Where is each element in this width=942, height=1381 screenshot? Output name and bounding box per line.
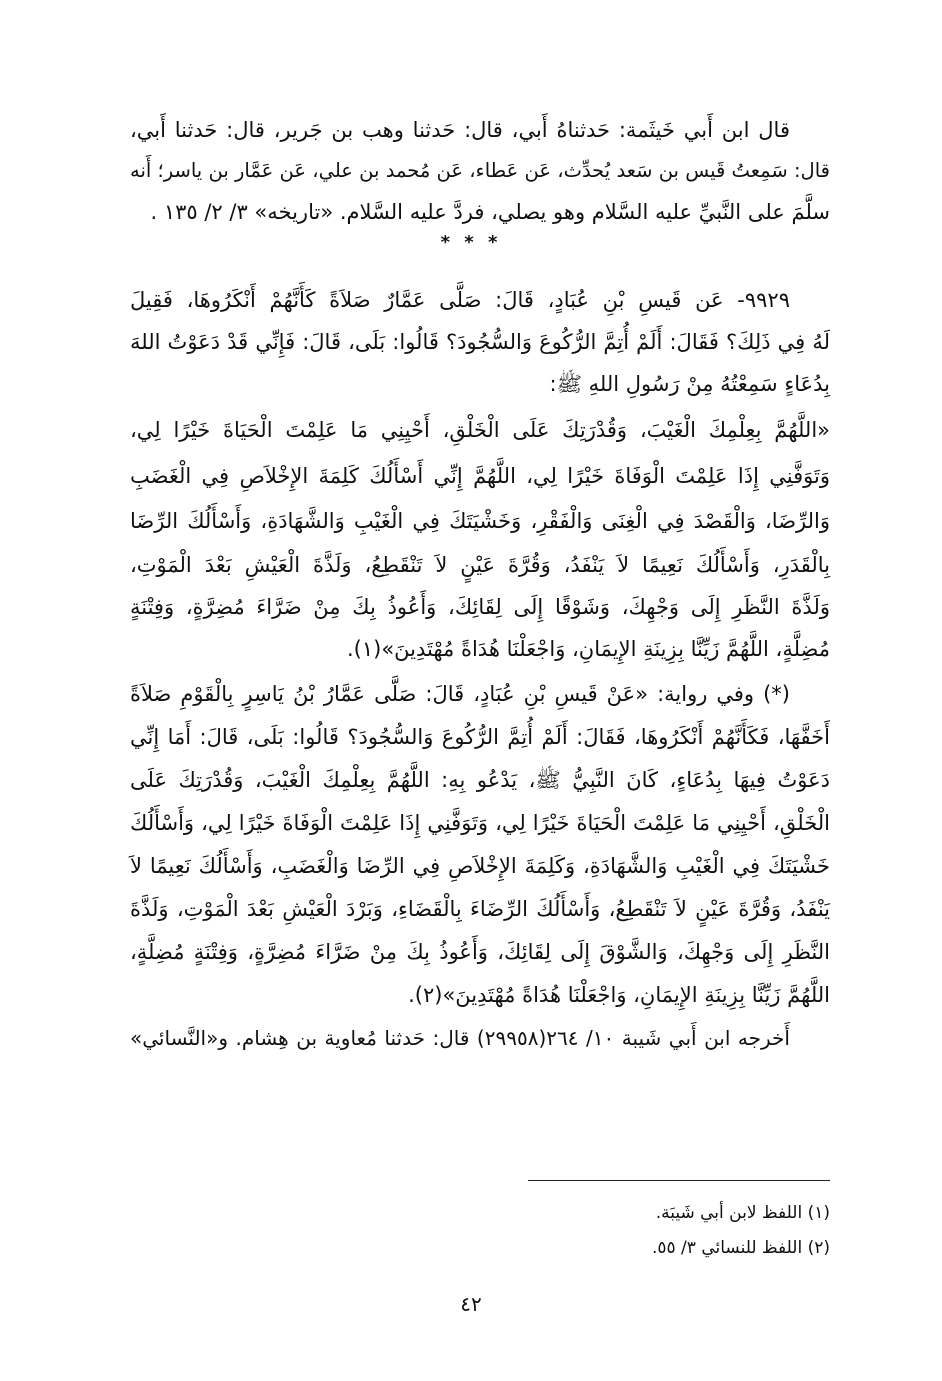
intro-line: قال: سَمِعتُ قَيس بن سَعد يُحدِّث، عَن عَطاء، عَن مُحمد بن علي، عَن عَمَّار بن ياسر؛ أَنه [130, 159, 830, 182]
variant-line: النَّظَرِ إِلَى وَجْهِكَ، وَالشَّوْقَ إِلَى لِقَائِكَ، وَأَعُوذُ بِكَ مِنْ ضَرَّاءَ مُضِرَّةٍ، وَفِتْنَةٍ مُضِلَّةٍ، [130, 940, 830, 964]
footnote-2: (٢) اللفظ للنسائي ٣/ ٥٥. [651, 1238, 830, 1258]
variant-line: يَنْفَدُ، وَقُرَّةَ عَيْنٍ لاَ تَنْقَطِعُ، وَأَسْأَلُكَ الرِّضَاءَ بِالْقَضَاءِ، وَبَرْدَ الْعَيْشِ بَعْدَ الْمَوْتِ، وَلَذَّةَ [130, 897, 830, 921]
footnote-1: (١) اللفظ لابن أبي شَيبَة. [655, 1203, 830, 1223]
variant-line: الْخَلْقِ، أَحْيِنِي مَا عَلِمْتَ الْحَيَاةَ خَيْرًا لِي، وَتَوَفَّنِي إِذَا عَلِمْتَ الْوَفَاةَ خَيْرًا لِي، وَأَسْأَلُكَ [130, 811, 830, 835]
hadith-line: وَتَوَفَّنِي إِذَا عَلِمْتَ الْوَفَاةَ خَيْرًا لِي، اللَّهُمَّ إِنِّي أَسْأَلُكَ كَلِمَةَ الإِخْلاَصِ فِي الْغَضَبِ [130, 464, 830, 488]
intro-line: سلَّمَ على النَّبيِّ عليه السَّلام وهو يصلي، فردَّ عليه السَّلام. «تاريخه» ٣/ ٢/ ١٣٥ . [150, 200, 830, 224]
hadith-line: مُضِلَّةٍ، اللَّهُمَّ زَيِّنَّا بِزِينَةِ الإِيمَانِ، وَاجْعَلْنَا هُدَاةً مُهْتَدِينَ»(١). [346, 637, 830, 661]
hadith-line: وَالرِّضَا، وَالْقَصْدَ فِي الْغِنَى وَالْفَقْرِ، وَخَشْيَتَكَ فِي الْغَيْبِ وَالشَّهَادَةِ، وَأَسْأَلُكَ الرِّضَا [130, 509, 830, 533]
hadith-line: ٩٩٢٩- عَن قَيسِ بْنِ عُبَادٍ، قَالَ: صَلَّى عَمَّارٌ صَلاَةً كَأَنَّهُمْ أَنْكَرُوهَا، فَقِيلَ [130, 288, 790, 312]
hadith-line: بِالْقَدَرِ، وَأَسْأَلُكَ نَعِيمًا لاَ يَنْفَدُ، وَقُرَّةَ عَيْنٍ لاَ تَنْقَطِعُ، وَلَذَّةَ الْعَيْشِ بَعْدَ الْمَوْتِ، [130, 553, 830, 577]
variant-line: اللَّهُمَّ زَيِّنَّا بِزِينَةِ الإِيمَانِ، وَاجْعَلْنَا هُدَاةً مُهْتَدِينَ»(٢). [408, 983, 830, 1007]
variant-line: خَشْيَتَكَ فِي الْغَيْبِ وَالشَّهَادَةِ، وَكَلِمَةَ الإِخْلاَصِ فِي الرِّضَا وَالْغَضَبِ، وَأَسْأَلُكَ نَعِيمًا لاَ [130, 854, 830, 878]
hadith-line: وَلَذَّةَ النَّظَرِ إِلَى وَجْهِكَ، وَشَوْقًا إِلَى لِقَائِكَ، وَأَعُوذُ بِكَ مِنْ ضَرَّاءَ مُضِرَّةٍ، وَفِتْنَةٍ [130, 595, 830, 619]
takhrij-line: أَخرجه ابن أَبي شَيبة ١٠/ ٢٦٤(٢٩٩٥٨) قال: حَدثنا مُعاوية بن هِشام. و«النَّسائي» [130, 1026, 790, 1050]
variant-line: دَعَوْتُ فِيهَا بِدُعَاءٍ، كَانَ النَّبِيُّ ﷺ، يَدْعُو بِهِ: اللَّهُمَّ بِعِلْمِكَ الْغَيْبَ، وَقُدْرَتِكَ عَلَى [130, 768, 830, 792]
hadith-line: «اللَّهُمَّ بِعِلْمِكَ الْغَيْبَ، وَقُدْرَتِكَ عَلَى الْخَلْقِ، أَحْيِنِي مَا عَلِمْتَ الْحَيَاةَ خَيْرًا لِي، [130, 418, 830, 442]
hadith-line: لَهُ فِي ذَلِكَ؟ فَقَالَ: أَلَمْ أُتِمَّ الرُّكُوعَ وَالسُّجُودَ؟ قَالُوا: بَلَى، قَالَ: فَإِنِّي قَدْ دَعَوْتُ اللهَ [130, 330, 830, 354]
variant-line: أَخَفَّهَا، فَكَأَنَّهُمْ أَنْكَرُوهَا، فَقَالَ: أَلَمْ أُتِمَّ الرُّكُوعَ وَالسُّجُودَ؟ قَالُوا: بَلَى، قَالَ: أَمَا إِنِّي [130, 725, 830, 749]
hadith-line: بِدُعَاءٍ سَمِعْتُهُ مِنْ رَسُولِ اللهِ ﷺ: [549, 372, 830, 396]
variant-line: (*) وفي رواية: «عَنْ قَيسِ بْنِ عُبَادٍ، قَالَ: صَلَّى عَمَّارُ بْنُ يَاسِرٍ بِالْقَوْمِ صَلاَةً [130, 682, 790, 706]
intro-line: قال ابن أَبي خَيثَمة: حَدثناهُ أَبي، قال: حَدثنا وهب بن جَرير، قال: حَدثنا أَبي، [130, 118, 790, 142]
footnote-divider [528, 1180, 830, 1181]
section-separator: * * * [440, 232, 502, 253]
page-number: ٤٢ [460, 1292, 482, 1316]
